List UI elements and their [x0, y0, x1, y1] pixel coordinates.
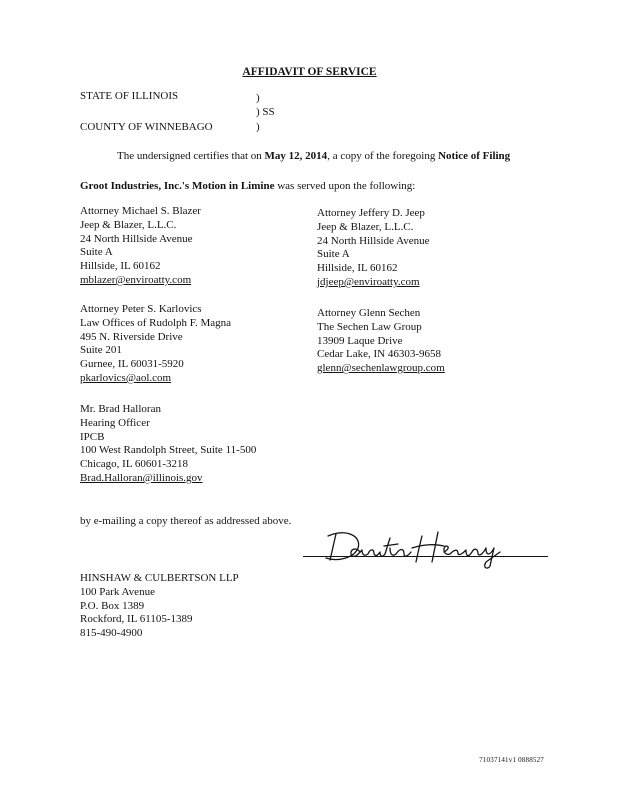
firm-name: HINSHAW & CULBERTSON LLP: [80, 572, 239, 584]
venue-paren-bottom: ): [256, 121, 260, 133]
address-line: Jeep & Blazer, L.L.C.: [80, 218, 177, 231]
recipient-sechen: [317, 307, 445, 376]
venue-county: COUNTY OF WINNEBAGO: [80, 121, 213, 133]
email-link[interactable]: mblazer@enviroatty.com: [80, 273, 192, 286]
email-link[interactable]: jdjeep@enviroatty.com: [317, 275, 420, 288]
signature-line: [303, 556, 548, 557]
address-line: Gurnee, IL 60031-5920: [80, 358, 184, 371]
certification-text-1: The undersigned certifies that on: [117, 150, 265, 162]
firm-address-line: P.O. Box 1389: [80, 599, 145, 612]
recipient-blazer: [80, 205, 201, 288]
served-document-motion: Groot Industries, Inc.'s Motion in Limine: [80, 180, 275, 192]
address-line: The Sechen Law Group: [317, 320, 422, 333]
address-line: Hillside, IL 60162: [317, 262, 398, 275]
address-line: Law Offices of Rudolph F. Magna: [80, 316, 232, 329]
firm-block: [80, 572, 239, 641]
recipient-jeep: [317, 207, 430, 290]
email-link[interactable]: Brad.Halloran@illinois.gov: [80, 471, 203, 484]
firm-address-line: 100 Park Avenue: [80, 585, 155, 598]
address-line: Attorney Michael S. Blazer: [80, 205, 201, 217]
firm-address-line: Rockford, IL 61105-1389: [80, 613, 193, 626]
venue-paren-top: ): [256, 92, 260, 104]
address-line: Attorney Jeffery D. Jeep: [317, 207, 425, 219]
address-line: 13909 Laque Drive: [317, 334, 403, 347]
address-line: IPCB: [80, 430, 105, 443]
handwritten-signature: [318, 522, 528, 570]
address-line: Attorney Glenn Sechen: [317, 307, 421, 319]
address-line: 100 West Randolph Street, Suite 11-500: [80, 444, 257, 457]
address-line: Suite A: [80, 246, 113, 259]
address-line: Suite 201: [80, 344, 122, 357]
service-method: by e-mailing a copy thereof as addressed above.: [80, 515, 292, 527]
address-line: 495 N. Riverside Drive: [80, 330, 183, 343]
certification-text-3: was served upon the following:: [274, 180, 416, 192]
address-line: 24 North Hillside Avenue: [80, 232, 193, 245]
recipient-halloran: [80, 403, 256, 486]
served-document-notice: Notice of Filing: [438, 150, 511, 162]
address-line: Jeep & Blazer, L.L.C.: [317, 220, 414, 233]
address-line: Hearing Officer: [80, 416, 150, 429]
venue-state: STATE OF ILLINOIS: [80, 90, 179, 102]
address-line: Suite A: [317, 248, 350, 261]
document-id: 71037141v1 0888527: [479, 756, 544, 764]
service-date: May 12, 2014: [264, 150, 328, 162]
email-link[interactable]: pkarlovics@aol.com: [80, 371, 172, 384]
certification-text-2: , a copy of the foregoing: [327, 150, 439, 162]
document-title: AFFIDAVIT OF SERVICE: [242, 66, 377, 78]
address-line: Hillside, IL 60162: [80, 260, 161, 273]
email-link[interactable]: glenn@sechenlawgroup.com: [317, 362, 445, 375]
address-line: 24 North Hillside Avenue: [317, 234, 430, 247]
address-line: Cedar Lake, IN 46303-9658: [317, 348, 442, 361]
recipient-karlovics: [80, 303, 231, 386]
certification-line-1: [117, 150, 510, 162]
address-line: Attorney Peter S. Karlovics: [80, 303, 202, 315]
address-line: Mr. Brad Halloran: [80, 403, 161, 415]
certification-line-2: [80, 180, 415, 192]
firm-phone: 815-490-4900: [80, 627, 143, 640]
address-line: Chicago, IL 60601-3218: [80, 458, 189, 471]
venue-ss: ) SS: [256, 106, 275, 118]
